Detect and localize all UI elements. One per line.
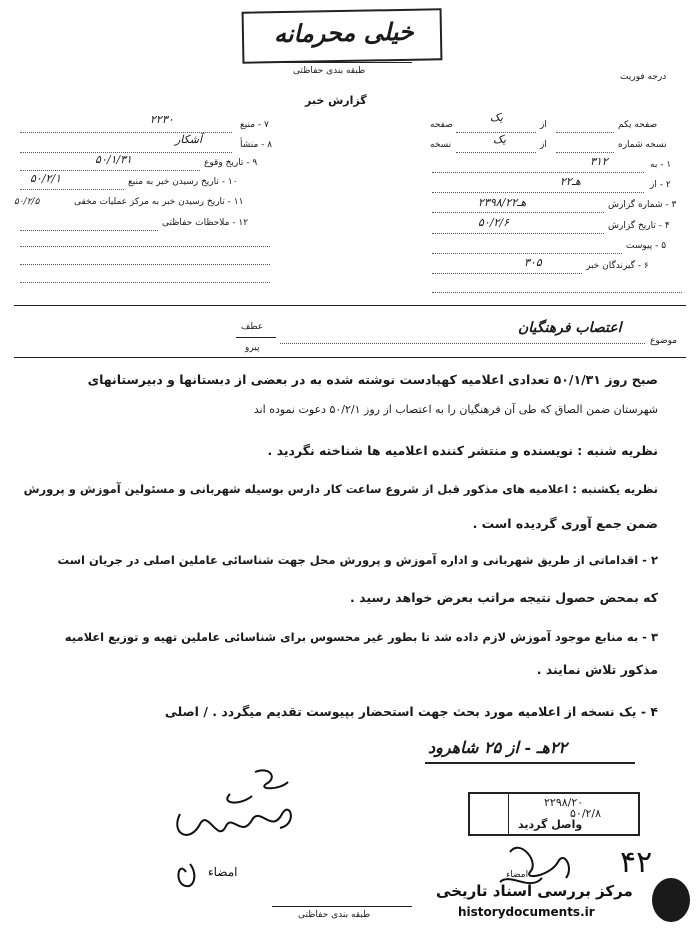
field-page-of-value: یک xyxy=(490,111,503,124)
handwritten-note: ۲۲هـ - از ۲۵ شاهرود xyxy=(428,738,567,757)
body-line-4: نظریه یکشنبه : اعلامیه های مذکور قبل از شروع ساعت کار دارس بوسیله شهربانی و مسئولین آموزش و پرورش xyxy=(23,482,658,496)
receipt-stamp-received: واصل گردید xyxy=(518,818,583,831)
field-from-value: ۲۲هـ xyxy=(560,175,581,188)
field-center-receipt-label: ۱۱ - تاریخ رسیدن خبر به مرکز عملیات مخفی xyxy=(74,197,244,207)
action-follow-label: پیرو xyxy=(245,343,260,353)
signature-right-label: امضاء xyxy=(506,870,529,880)
receipt-stamp-date: ۵۰/۲/۸ xyxy=(570,807,602,820)
body-line-5: ضمن جمع آوری گردیده است . xyxy=(472,516,658,531)
body-line-7: که بمحض حصول نتیجه مراتب بعرض خواهد رسید . xyxy=(350,590,658,605)
subject-value: اعتصاب فرهنگیان xyxy=(518,320,622,336)
watermark-title: مرکز بررسی اسناد تاریخی xyxy=(436,882,633,900)
field-origin-value: آشکار xyxy=(175,133,203,146)
field-copy-suffix: نسخه xyxy=(430,140,452,150)
urgency-label: درجه فوریت xyxy=(620,72,667,82)
field-recipients-value: ۳۰۵ xyxy=(524,256,542,269)
body-line-1: صبح روز ۵۰/۱/۳۱ تعدادی اعلامیه کهبادست نوشته شده به در بعضی از دبستانها و دبیرستانهای xyxy=(87,372,658,387)
footer-classification: طبقه بندی حفاظتی xyxy=(298,910,371,920)
receipt-stamp xyxy=(468,792,640,836)
field-source-receipt-value: ۵۰/۲/۱ xyxy=(30,172,62,185)
signature-left-label: امضاء xyxy=(208,865,238,879)
field-page-suffix: صفحه xyxy=(430,120,453,130)
top-stamp-text: خیلی محرمانه xyxy=(273,16,414,49)
field-source-receipt-label: ۱۰ - تاریخ رسیدن خبر به منبع xyxy=(128,177,238,187)
body-line-10: ۴ - یک نسخه از اعلامیه مورد بحث جهت استحضار بپیوست تقدیم میگردد . / اصلی xyxy=(164,704,658,719)
body-line-3: نظریه شنبه : نویسنده و منتشر کننده اعلامیه ها شناخته نگردید . xyxy=(267,443,658,458)
top-classification: طبقه بندی حفاظتی xyxy=(293,66,366,76)
field-recipients-label: ۶ - گیرندگان خبر xyxy=(586,261,649,271)
body-line-2: شهرستان ضمن الصاق که طی آن فرهنگیان را به اعتصاب از روز ۵۰/۲/۱ دعوت نموده اند xyxy=(253,403,658,416)
field-copy-label: نسخه شماره xyxy=(618,140,667,150)
field-page-of: از xyxy=(540,120,547,130)
field-source-label: ۷ - منبع xyxy=(240,120,269,130)
top-stamp-box xyxy=(242,8,443,63)
field-to-value: ۳۱۲ xyxy=(590,155,608,168)
report-title: گزارش خبر xyxy=(305,94,367,107)
field-center-receipt-value: ۵۰/۲/۵ xyxy=(14,197,40,207)
field-report-number-label: ۳ - شماره گزارش xyxy=(608,200,677,210)
field-report-date-value: ۵۰/۲/۶ xyxy=(478,216,510,229)
subject-label: موضوع xyxy=(650,336,678,346)
field-origin-label: ۸ - منشأ xyxy=(240,140,273,150)
field-attachment-label: ۵ - پیوست xyxy=(626,241,667,251)
signature-left xyxy=(160,764,310,894)
field-page-label: صفحه یکم xyxy=(618,120,658,130)
field-security-notes-label: ۱۲ - ملاحظات حفاظتی xyxy=(162,218,249,228)
body-line-6: ۲ - اقداماتی از طریق شهربانی و اداره آموزش و پرورش محل جهت شناسائی عاملین اصلی در جریان است xyxy=(57,553,658,567)
field-copy-of: از xyxy=(540,140,547,150)
field-occurrence-date-value: ۵۰/۱/۳۱ xyxy=(95,153,132,166)
watermark-logo-icon xyxy=(652,878,690,922)
field-copy-of-value: یک xyxy=(493,133,506,146)
body-line-8: ۳ - به منابع موجود آموزش لازم داده شد تا بطور غیر محسوس برای شناسائی عاملین تهیه و توزیع اعلامیه xyxy=(64,630,658,644)
field-report-number-value: ۲۳۹۸/۲۲هـ xyxy=(478,196,527,209)
field-report-date-label: ۴ - تاریخ گزارش xyxy=(608,221,670,231)
watermark-url: historydocuments.ir xyxy=(458,905,595,919)
field-occurrence-date-label: ۹ - تاریخ وقوع xyxy=(204,158,258,168)
body-line-9: مذکور تلاش نمایند . xyxy=(536,662,658,677)
field-source-value: ۲۲۳۰ xyxy=(150,113,174,126)
field-from-label: ۲ - از xyxy=(650,180,671,190)
action-reference-label: عطف xyxy=(241,322,264,332)
receipt-stamp-number: ۲۲۹۸/۲۰ xyxy=(544,796,584,809)
page-number-handwritten: ۴۲ xyxy=(620,845,653,880)
field-to-label: ۱ - به xyxy=(650,160,672,170)
